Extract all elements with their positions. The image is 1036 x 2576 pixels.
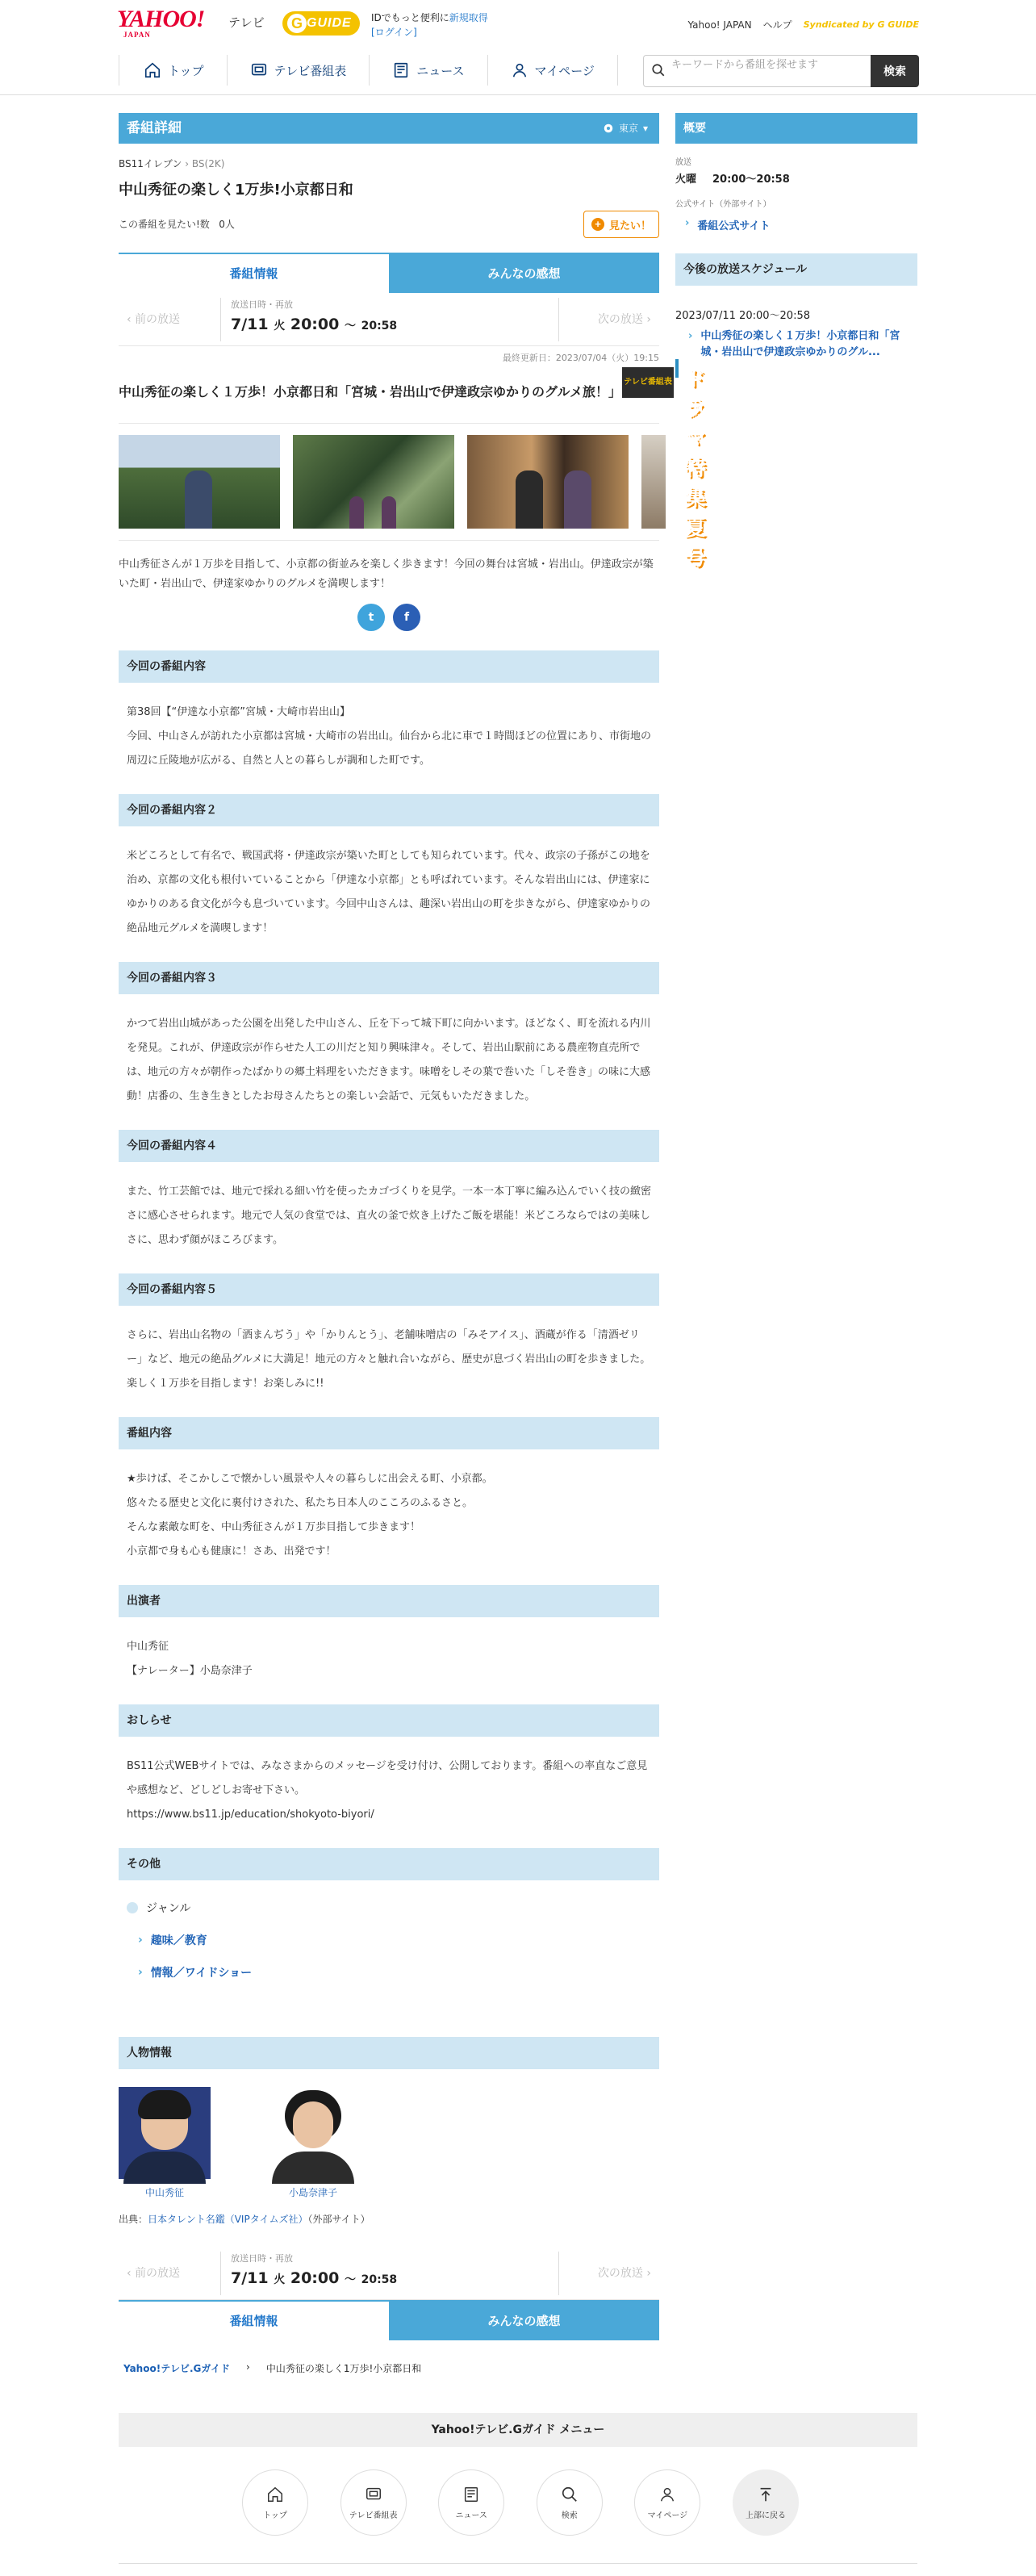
- section-head: 今回の番組内容３: [119, 962, 659, 994]
- section-head: 今回の番組内容５: [119, 1273, 659, 1306]
- section-head: おしらせ: [119, 1704, 659, 1737]
- prev-broadcast[interactable]: ‹ 前の放送: [127, 313, 181, 326]
- official-label: 公式サイト（外部サイト）: [675, 200, 771, 209]
- region-selector[interactable]: 東京 ▾: [603, 113, 648, 144]
- syndicated-logo: Syndicated by G GUIDE: [803, 19, 919, 30]
- section-head: 人物情報: [119, 2037, 659, 2069]
- section-body: かつて岩出山城があった公園を出発した中山さん、丘を下って城下町に向かいます。ほどなく、町を流れる内川を発見。これが、伊達政宗が作らせた人工の川だと知り興味津々。そして、岩出山駅前にある農産物直売所では、地元の方々が朝作ったばかりの郷土料理をいただきます。味噌をしその葉で巻いた「しそ巻き」の味に大感動！店番の、生き生きとしたお母さんたちとの楽しい会話で、元気もいただきました。: [127, 1018, 651, 1102]
- avatar: [119, 2087, 211, 2179]
- user-icon: [511, 61, 528, 79]
- share-buttons: [119, 604, 659, 631]
- program-title: 中山秀征の楽しく1万歩!小京都日和: [119, 182, 353, 199]
- breadcrumb: [119, 2361, 659, 2375]
- search-button[interactable]: 検索: [871, 55, 919, 87]
- footer-top-button[interactable]: トップ: [242, 2469, 308, 2536]
- section-body: さらに、岩出山名物の「酒まんぢう」や「かりんとう」、老舗味噌店の「みそアイス」、酒蔵が作る「清酒ゼリー」など、地元の絶品グルメに大満足！地元の方々と触れ合いながら、歴史が息づく岩出山の町を歩きました。楽しく１万歩を目指します！お楽しみに!!: [127, 1329, 651, 1390]
- episode-image[interactable]: [467, 435, 629, 529]
- section-head: その他: [119, 1848, 659, 1880]
- section-body: 第38回【“伊達な小京都”宮城・大崎市岩出山】 今回、中山さんが訪れた小京都は宮城・大崎市の岩出山。仙台から北に車で１時間ほどの位置にあり、市街地の周辺に丘陵地が広がる、自然と人との暮らしが調和した町です。: [127, 706, 652, 767]
- facebook-icon[interactable]: f: [393, 604, 420, 631]
- air-datetime: 放送日時・再放 7/11 火 20:00 〜 20:58: [220, 298, 559, 341]
- global-nav: [0, 45, 1036, 95]
- footer-search-button[interactable]: 検索: [537, 2469, 603, 2536]
- nav-label: テレビ番組表: [274, 63, 347, 78]
- person-card[interactable]: 小島奈津子: [267, 2087, 359, 2199]
- last-updated: 最終更新日：2023/07/04（火）19:15: [502, 353, 659, 363]
- section-head: 今回の番組内容２: [119, 794, 659, 826]
- sidebar: [675, 113, 917, 571]
- chevron-right-icon: ›: [138, 1934, 143, 1947]
- top-header: [0, 0, 1036, 45]
- header-links: [687, 18, 919, 31]
- yahoo-japan-link[interactable]: Yahoo! JAPAN: [687, 19, 752, 31]
- image-carousel[interactable]: [119, 423, 659, 541]
- tab-reviews[interactable]: みんなの感想: [389, 2302, 659, 2340]
- search-box: [643, 55, 919, 87]
- breadcrumb-home[interactable]: Yahoo!テレビ.Gガイド: [123, 2363, 230, 2374]
- schedule-head: 今後の放送スケジュール: [675, 253, 917, 286]
- twitter-icon[interactable]: t: [357, 604, 385, 631]
- bullet-icon: [127, 1902, 138, 1913]
- schedule-time: 2023/07/11 20:00〜20:58: [675, 310, 810, 322]
- drama-special-banner[interactable]: ドラマ特集夏号 話題の新ドラマを一挙紹介！: [675, 359, 679, 378]
- breadcrumb-current: 中山秀征の楽しく1万歩!小京都日和: [265, 2363, 422, 2374]
- prev-broadcast[interactable]: ‹ 前の放送: [127, 2267, 181, 2280]
- nav-label: トップ: [168, 63, 204, 78]
- talent-source-link[interactable]: 日本タレント名鑑（VIPタイムズ社）: [148, 2214, 308, 2225]
- nav-top[interactable]: [119, 55, 227, 86]
- nav-label: ニュース: [416, 63, 465, 78]
- section-body: 米どころとして有名で、戦国武将・伊達政宗が築いた町としても知られています。代々、政宗の子孫がこの地を治め、京都の文化も根付いていることから「伊達な小京都」とも呼ばれています。そんな岩出山には、伊達家にゆかりのある食文化が今も息づいています。今回中山さんは、趣深い岩出山の町を歩きながら、伊達家ゆかりの絶品地元グルメを満喫します！: [127, 850, 650, 935]
- tab-program-info[interactable]: 番組情報: [119, 2302, 389, 2340]
- program-tabs: [119, 253, 659, 293]
- yahoo-japan-logo[interactable]: YAHOO! JAPAN: [117, 6, 205, 39]
- main-column: [119, 113, 659, 2375]
- id-promo: IDでもっと便利に新規取得 [ログイン]: [371, 12, 488, 38]
- tv-schedule-icon: [365, 2486, 382, 2503]
- nav-mypage[interactable]: [487, 55, 618, 86]
- signup-link[interactable]: 新規取得: [449, 12, 488, 23]
- nav-label: マイページ: [534, 63, 595, 78]
- search-icon: [651, 63, 666, 77]
- login-link[interactable]: [ログイン]: [371, 27, 417, 38]
- chevron-right-icon: ›: [688, 330, 693, 342]
- official-site-link[interactable]: › 番組公式サイト: [685, 217, 771, 232]
- episode-title: 中山秀征の楽しく１万歩！小京都日和「宮城・岩出山で伊達政宗ゆかりのグルメ旅！」: [119, 384, 622, 399]
- overview-head: 概要: [675, 113, 917, 144]
- nav-tv-schedule[interactable]: [227, 55, 370, 86]
- program-tabs-bottom: [119, 2300, 659, 2340]
- section-body: また、竹工芸館では、地元で採れる細い竹を使ったカゴづくりを見学。一本一本丁寧に編み込んでいく技の緻密さに感心させられます。地元で人気の食堂では、直火の釜で炊き上げたご飯を堪能！米どころならではの美味しさに、思わず顔がほころびます。: [127, 1186, 652, 1246]
- person-card[interactable]: 中山秀征: [119, 2087, 211, 2199]
- section-head: 番組内容: [119, 1417, 659, 1449]
- people-list: [119, 2069, 659, 2199]
- plus-icon: +: [591, 218, 604, 231]
- broadcast-label: 放送: [675, 158, 691, 167]
- chevron-right-icon: ›: [138, 1966, 143, 1979]
- tv-schedule-icon: [250, 61, 268, 79]
- chevron-down-icon: ▾: [642, 123, 648, 134]
- detail-header: 番組詳細 東京 ▾: [119, 113, 659, 144]
- footer-tv-schedule-button[interactable]: テレビ番組表: [340, 2469, 407, 2536]
- gear-icon: [603, 123, 614, 134]
- arrow-up-icon: [757, 2486, 775, 2503]
- genre-link[interactable]: › 情報／ワイドショー: [138, 1966, 253, 1980]
- chevron-right-icon: ›: [685, 217, 690, 229]
- section-body: ★歩けば、そこかしこで懐かしい風景や人々の暮らしに出会える町、小京都。 悠々たる歴史と文化に裏付けされた、私たち日本人のこころのふるさと。 そんな素敵な町を、中山秀征さんが１万歩目指して歩きます！ 小京都で身も心も健康に！さあ、出発です！: [127, 1473, 493, 1558]
- episode-image[interactable]: [119, 435, 280, 529]
- search-icon: [561, 2486, 579, 2503]
- news-icon: [462, 2486, 480, 2503]
- user-icon: [658, 2486, 676, 2503]
- air-datetime: 放送日時・再放 7/11 火 20:00 〜 20:58: [220, 2252, 559, 2295]
- air-navigation-bottom: [119, 2247, 659, 2300]
- genre-label: ジャンル: [119, 1880, 659, 1924]
- air-navigation: [119, 293, 659, 346]
- want-count: この番組を見たい!数 0人 + 見たい！: [119, 217, 659, 241]
- broadcast-time: 火曜 20:00〜20:58: [675, 174, 790, 186]
- breadcrumb-separator: ›: [246, 2361, 250, 2373]
- news-icon: [392, 61, 410, 79]
- footer-news-button[interactable]: ニュース: [438, 2469, 504, 2536]
- avatar: [267, 2087, 359, 2179]
- home-icon: [266, 2486, 284, 2503]
- program-description: 中山秀征さんが１万歩を目指して、小京都の街並みを楽しく歩きます！今回の舞台は宮城・岩出山。伊達政宗が築いた町・岩出山で、伊達家ゆかりのグルメを満喫します！: [119, 558, 654, 590]
- tab-reviews[interactable]: みんなの感想: [389, 254, 659, 293]
- tv-label: テレビ: [228, 15, 265, 30]
- footer-menu-title: Yahoo!テレビ.Gガイド メニュー: [119, 2413, 917, 2447]
- gguide-logo[interactable]: G GUIDE: [282, 10, 360, 37]
- episode-image[interactable]: [641, 435, 666, 529]
- want-to-watch-button[interactable]: + 見たい！: [583, 211, 659, 238]
- section-body: 中山秀征 【ナレーター】小島奈津子: [127, 1641, 253, 1677]
- footer-nav: [242, 2469, 799, 2536]
- search-input[interactable]: キーワードから番組を探せます: [643, 55, 871, 87]
- back-to-top-button[interactable]: 上部に戻る: [733, 2469, 799, 2536]
- next-broadcast[interactable]: 次の放送 ›: [597, 313, 651, 326]
- nav-news[interactable]: [369, 55, 487, 86]
- help-link[interactable]: ヘルプ: [762, 19, 792, 31]
- section-head: 今回の番組内容４: [119, 1130, 659, 1162]
- next-broadcast[interactable]: 次の放送 ›: [597, 2267, 651, 2280]
- genre-link[interactable]: › 趣味／教育: [138, 1934, 207, 1947]
- channel-info: BS11イレブン › BS(2K): [119, 158, 225, 169]
- section-body: BS11公式WEBサイトでは、みなさまからのメッセージを受け付け、公開しております。番組への率直なご意見や感想など、どしどしお寄せ下さい。 https://www.bs11.jp/education/shokyoto-biyori/: [127, 1760, 648, 1821]
- episode-image[interactable]: [293, 435, 454, 529]
- home-icon: [144, 61, 161, 79]
- footer-mypage-button[interactable]: マイページ: [634, 2469, 700, 2536]
- schedule-link[interactable]: › 中山秀征の楽しく１万歩！小京都日和「宮城・岩出山で伊達政宗ゆかりのグル...: [675, 328, 917, 361]
- talent-source: 出典：日本タレント名鑑（VIPタイムズ社）（外部サイト）: [119, 2214, 370, 2225]
- section-head: 出演者: [119, 1585, 659, 1617]
- tab-program-info[interactable]: 番組情報: [119, 254, 389, 293]
- section-head: 今回の番組内容: [119, 650, 659, 683]
- footer-divider: [119, 2563, 917, 2564]
